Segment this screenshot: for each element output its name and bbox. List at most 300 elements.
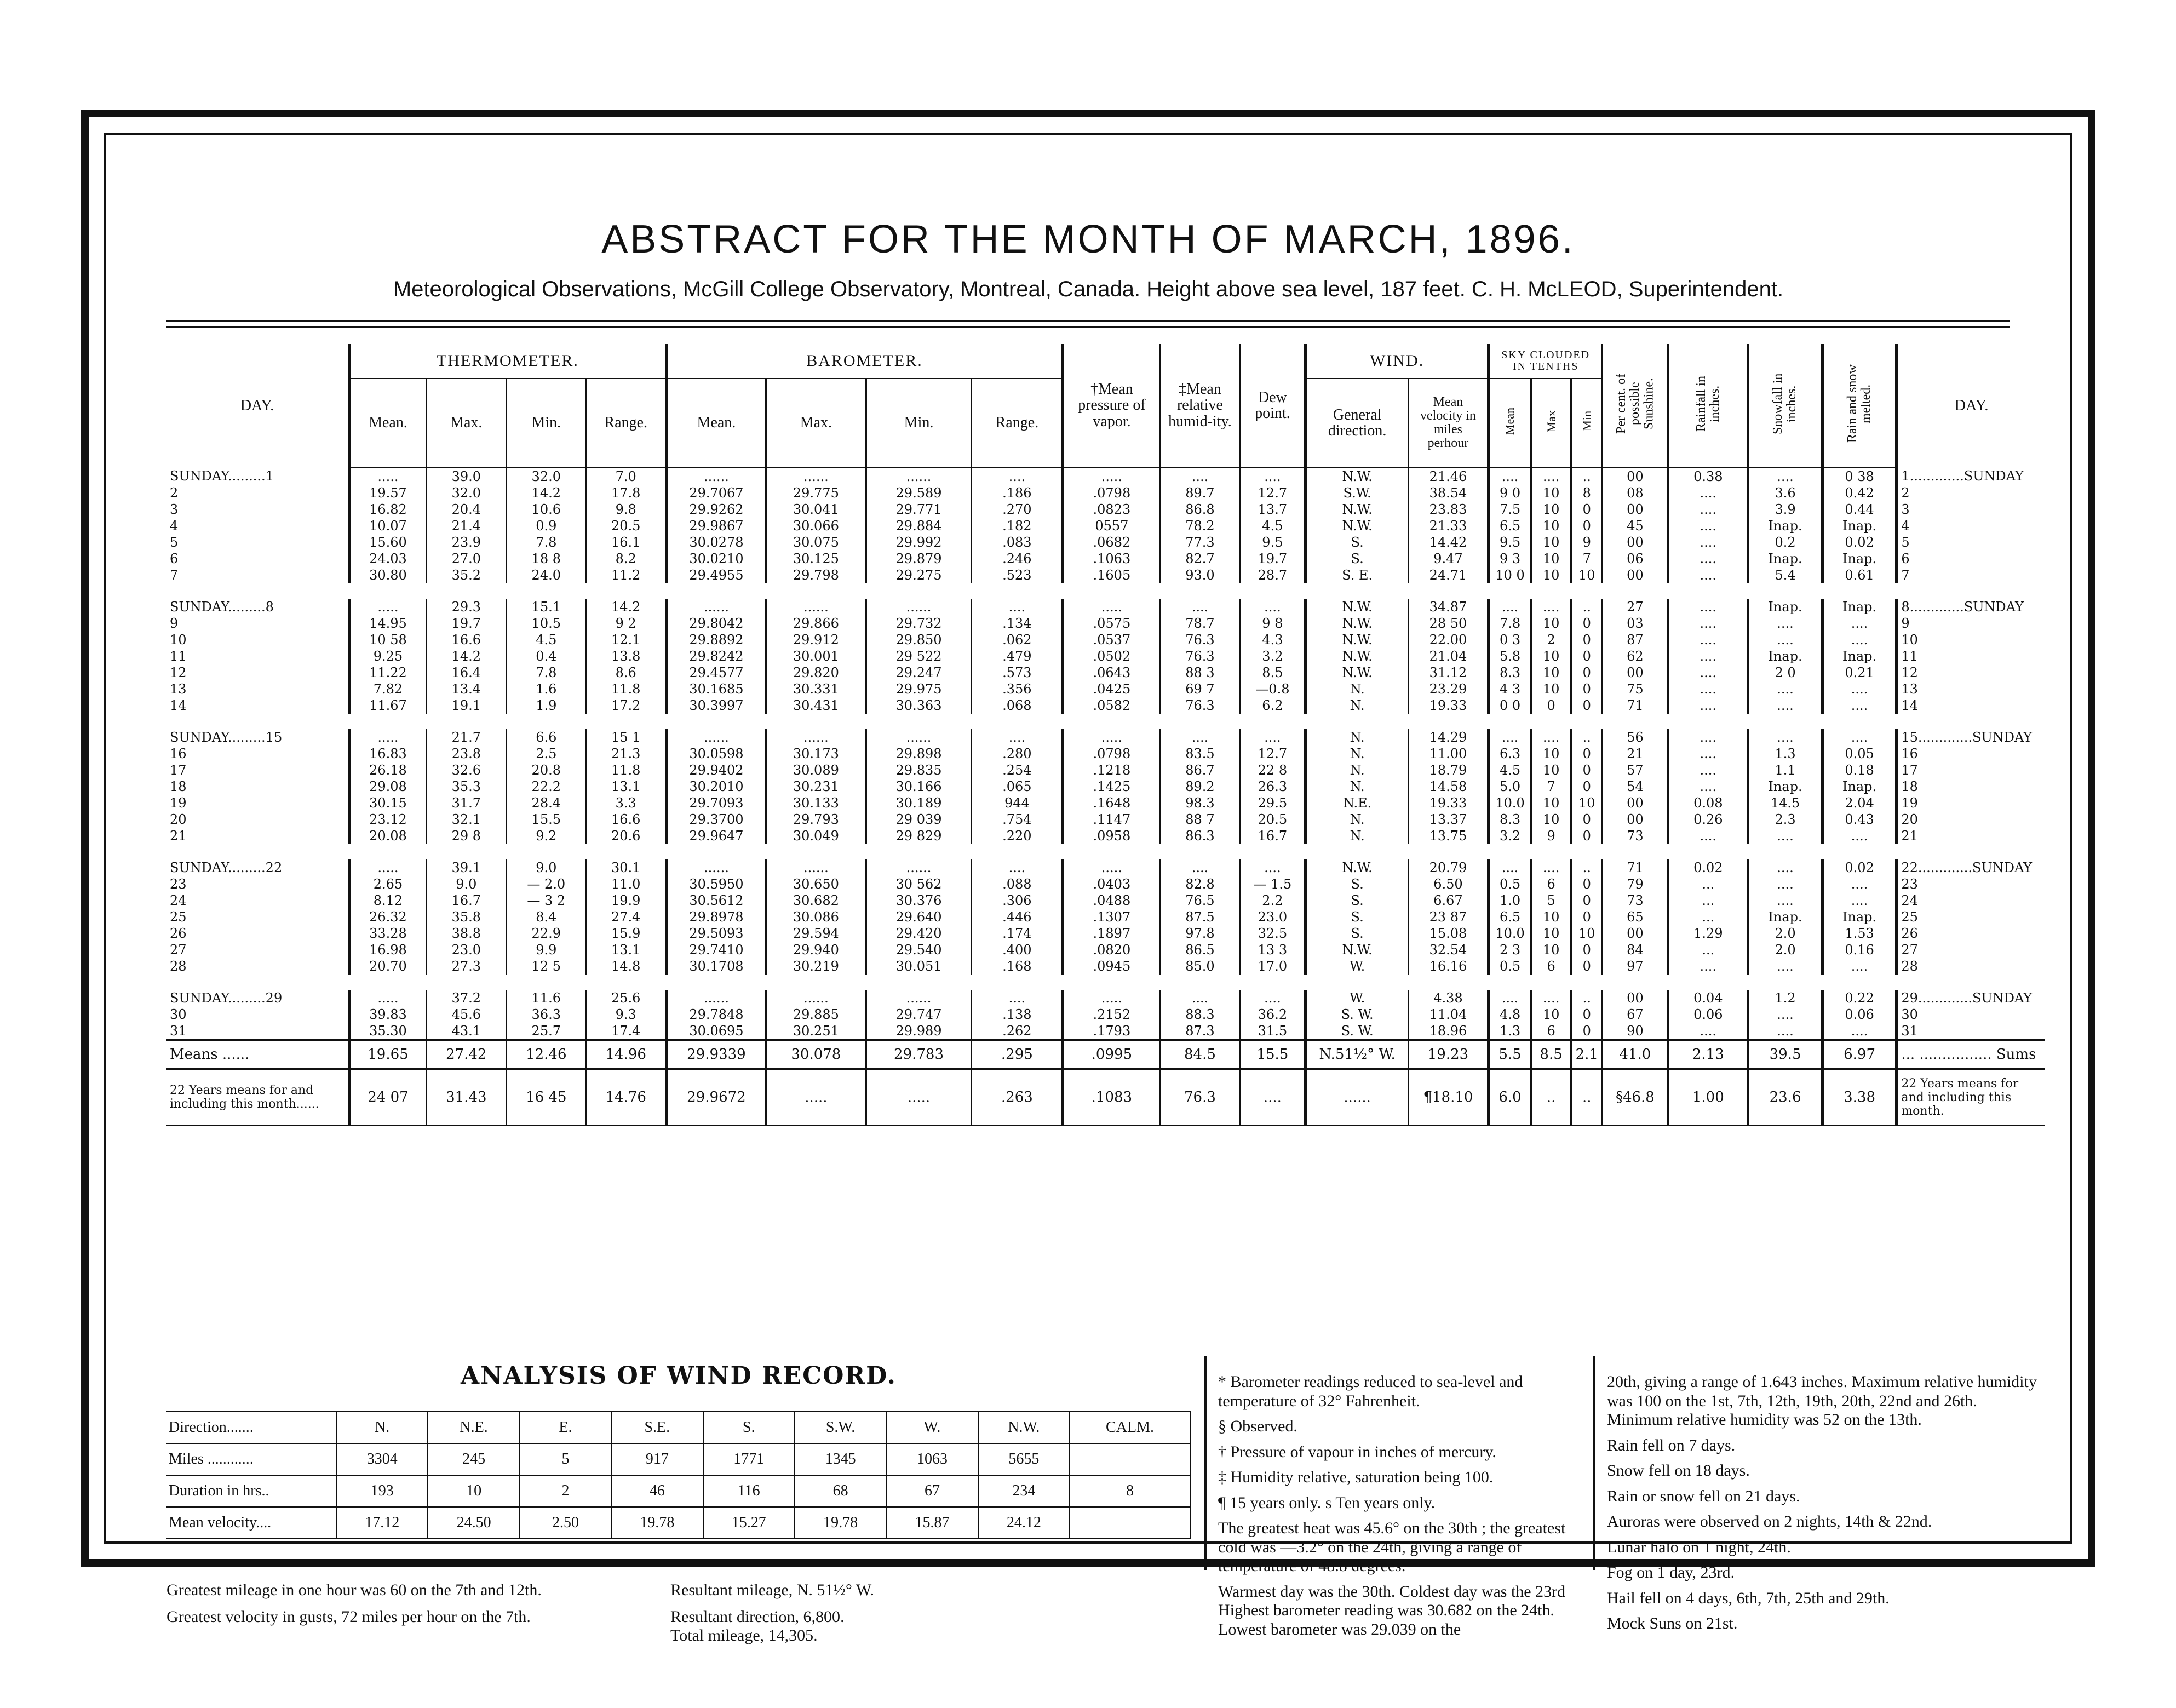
cell-hu: 97.8 — [1160, 925, 1240, 942]
cell-tr: 19.9 — [586, 892, 666, 909]
cell-tm: ..... — [349, 729, 427, 746]
cell-rs: .... — [1822, 632, 1897, 648]
cell-sn: .. — [1571, 468, 1603, 485]
wind-cell: 116 — [703, 1475, 795, 1507]
cell-tm: 35.30 — [349, 1023, 427, 1040]
cell-wv: 22.00 — [1408, 632, 1488, 648]
cell-br: .068 — [972, 697, 1063, 714]
cell-dp: 16.7 — [1240, 828, 1306, 844]
cell-wd: N. — [1306, 681, 1409, 697]
cell-wv: 23 87 — [1408, 909, 1488, 925]
cell-wv: 38.54 — [1408, 485, 1488, 501]
cell-sx: 5 — [1531, 892, 1571, 909]
cell-tr: 16.1 — [586, 534, 666, 551]
cell-sf: .... — [1748, 892, 1823, 909]
cell-sm: 8.3 — [1488, 811, 1531, 828]
cell-sn: 0 — [1571, 632, 1603, 648]
table-row — [166, 599, 2045, 615]
wind-cell — [1070, 1443, 1190, 1475]
note-paragraph: Auroras were observed on 2 nights, 14th & 22nd. — [1607, 1512, 1932, 1531]
cell-bn: 29.898 — [866, 746, 972, 762]
cell-vp: .0820 — [1063, 942, 1160, 958]
cell-dp: .... — [1240, 859, 1306, 876]
cell-sn: 0 — [1571, 1023, 1603, 1040]
cell-su: 67 — [1603, 1006, 1668, 1023]
cell-su: 71 — [1603, 859, 1668, 876]
cell-bn: 30 562 — [866, 876, 972, 892]
cell-su: 79 — [1603, 876, 1668, 892]
cell-ra: 0.06 — [1668, 1006, 1748, 1023]
cell-wv: 13.75 — [1408, 828, 1488, 844]
cell-ra: .... — [1668, 599, 1748, 615]
note-paragraph: 20th, giving a range of 1.643 inches. Maximum relative humidity was 100 on the 1st, 7th, 12th, 19th, 20th, 22nd and 26th. Minimum relative humidity was 52 on the 13th. — [1607, 1373, 2037, 1429]
cell-dp: 19.7 — [1240, 551, 1306, 567]
day-cell-right: 6 — [1897, 551, 2045, 567]
cell-dp: 31.5 — [1240, 1023, 1306, 1040]
cell-tx: 19.1 — [426, 697, 506, 714]
cell-rs: .... — [1822, 892, 1897, 909]
cell-rs: 0.05 — [1822, 746, 1897, 762]
spacer-row — [166, 714, 2045, 729]
cell-bn: 29.992 — [866, 534, 972, 551]
table-row — [166, 468, 2045, 485]
cell-bn: 30.166 — [866, 778, 972, 795]
cell-br: .400 — [972, 942, 1063, 958]
cell-ra: 0.26 — [1668, 811, 1748, 828]
cell-tn: 11.6 — [506, 990, 586, 1006]
wind-header: WIND. — [1306, 344, 1489, 379]
cell-sx: 10 — [1531, 909, 1571, 925]
cell-sn: .. — [1571, 1069, 1603, 1126]
cell-sm: .... — [1488, 599, 1531, 615]
day-cell-right: 1.............SUNDAY — [1897, 468, 2045, 485]
cell-sm: 4 3 — [1488, 681, 1531, 697]
cell-bx: 29.775 — [766, 485, 866, 501]
cell-ra: .... — [1668, 729, 1748, 746]
cell-wv: 34.87 — [1408, 599, 1488, 615]
cell-sn: 2.1 — [1571, 1040, 1603, 1069]
wind-cell: CALM. — [1070, 1412, 1190, 1443]
cell-sm: 4.5 — [1488, 762, 1531, 778]
spacer-row — [166, 844, 2045, 859]
cell-sn: 0 — [1571, 892, 1603, 909]
cell-tn: 8.4 — [506, 909, 586, 925]
cell-tr: 8.2 — [586, 551, 666, 567]
note-paragraph: Rain or snow fell on 21 days. — [1607, 1487, 1800, 1505]
vapor-header: †Mean pressure of vapor. — [1063, 344, 1160, 468]
cell-dp: .... — [1240, 1069, 1306, 1126]
cell-sx: 10 — [1531, 551, 1571, 567]
cell-sn: 0 — [1571, 615, 1603, 632]
cell-sm: .... — [1488, 990, 1531, 1006]
cell-sx: 10 — [1531, 648, 1571, 664]
cell-tx: 27.42 — [426, 1040, 506, 1069]
wind-cell: W. — [886, 1412, 978, 1443]
cell-ra: .... — [1668, 615, 1748, 632]
cell-tm: 30.15 — [349, 795, 427, 811]
cell-wd: S. — [1306, 551, 1409, 567]
cell-sm: 10 0 — [1488, 567, 1531, 583]
cell-rs: .... — [1822, 729, 1897, 746]
cell-bn: ...... — [866, 990, 972, 1006]
cell-bm: ...... — [666, 859, 766, 876]
day-cell: 10 — [170, 632, 187, 647]
cell-hu: 98.3 — [1160, 795, 1240, 811]
cell-sf: 0.2 — [1748, 534, 1823, 551]
cell-sx: 10 — [1531, 1006, 1571, 1023]
cell-wd: N. — [1306, 762, 1409, 778]
cell-wv: 18.79 — [1408, 762, 1488, 778]
cell-sm: 0 3 — [1488, 632, 1531, 648]
cell-dp: —0.8 — [1240, 681, 1306, 697]
cell-wd: N.E. — [1306, 795, 1409, 811]
table-row — [166, 828, 2045, 844]
day-cell: 16 — [170, 746, 187, 761]
cell-bm: 29.9672 — [666, 1069, 766, 1126]
cell-sm: 10.0 — [1488, 925, 1531, 942]
cell-wd: N.W. — [1306, 615, 1409, 632]
cell-bx: 30.331 — [766, 681, 866, 697]
cell-sf: 1.1 — [1748, 762, 1823, 778]
thermometer-header: THERMOMETER. — [349, 344, 667, 379]
cell-ra: ... — [1668, 909, 1748, 925]
cell-sn: 0 — [1571, 909, 1603, 925]
cell-su: 62 — [1603, 648, 1668, 664]
cell-wd: S. W. — [1306, 1006, 1409, 1023]
cell-br: .280 — [972, 746, 1063, 762]
cell-tm: 33.28 — [349, 925, 427, 942]
wind-cell: S.W. — [795, 1412, 886, 1443]
cell-su: 56 — [1603, 729, 1668, 746]
cell-rs: 1.53 — [1822, 925, 1897, 942]
day-cell: 6 — [170, 551, 179, 566]
cell-rs: .... — [1822, 697, 1897, 714]
cell-bm: 30.0695 — [666, 1023, 766, 1040]
cell-br: .270 — [972, 501, 1063, 518]
note-paragraph: Snow fell on 18 days. — [1607, 1461, 1750, 1480]
cell-su: 00 — [1603, 501, 1668, 518]
cell-sf: .... — [1748, 859, 1823, 876]
cell-dp: 22 8 — [1240, 762, 1306, 778]
cell-sn: 0 — [1571, 876, 1603, 892]
cell-vp: .0643 — [1063, 664, 1160, 681]
cell-tx: 45.6 — [426, 1006, 506, 1023]
cell-wd: S. — [1306, 892, 1409, 909]
cell-tm: 11.22 — [349, 664, 427, 681]
cell-sf: 3.6 — [1748, 485, 1823, 501]
cell-wv: 14.29 — [1408, 729, 1488, 746]
cell-bx: 29.594 — [766, 925, 866, 942]
cell-rs: Inap. — [1822, 551, 1897, 567]
page-subtitle: Meteorological Observations, McGill College Observatory, Montreal, Canada. Height above sea level, 187 feet. C. H. McLEOD, Superintendent. — [393, 277, 1784, 301]
cell-hu: 83.5 — [1160, 746, 1240, 762]
cell-wd: N.W. — [1306, 518, 1409, 534]
cell-bm: 29.5093 — [666, 925, 766, 942]
wind-cell: S. — [703, 1412, 795, 1443]
cell-sn: 0 — [1571, 811, 1603, 828]
cell-dp: .... — [1240, 468, 1306, 485]
baro-range-header: Range. — [972, 379, 1063, 468]
cell-rs: 0.42 — [1822, 485, 1897, 501]
cell-bn: ...... — [866, 468, 972, 485]
day-cell-right: 21 — [1897, 828, 2045, 844]
cell-bm: ...... — [666, 599, 766, 615]
cell-tx: 13.4 — [426, 681, 506, 697]
wind-cell: 5 — [520, 1443, 611, 1475]
day-cell-right: 25 — [1897, 909, 2045, 925]
cell-tx: 35.3 — [426, 778, 506, 795]
day-cell: SUNDAY.........29 — [170, 990, 283, 1006]
cell-sm: 0 0 — [1488, 697, 1531, 714]
cell-dp: 12.7 — [1240, 746, 1306, 762]
cell-sn: 0 — [1571, 501, 1603, 518]
cell-wd: N. — [1306, 811, 1409, 828]
wind-cell: 917 — [611, 1443, 703, 1475]
cell-dp: 17.0 — [1240, 958, 1306, 975]
day-cell-right: 2 — [1897, 485, 2045, 501]
cell-bn: 29.975 — [866, 681, 972, 697]
cell-sf: .... — [1748, 1023, 1823, 1040]
cell-sx: 10 — [1531, 615, 1571, 632]
cell-rs: Inap. — [1822, 599, 1897, 615]
cell-dp: 12.7 — [1240, 485, 1306, 501]
cell-wv: 13.37 — [1408, 811, 1488, 828]
cell-br: .134 — [972, 615, 1063, 632]
note-paragraph: ¶ 15 years only. s Ten years only. — [1218, 1493, 1436, 1512]
cell-br: .754 — [972, 811, 1063, 828]
table-row — [166, 501, 2045, 518]
cell-br: .168 — [972, 958, 1063, 975]
cell-su: 84 — [1603, 942, 1668, 958]
cell-dp: 32.5 — [1240, 925, 1306, 942]
cell-tm: 39.83 — [349, 1006, 427, 1023]
wind-row — [166, 1412, 1190, 1443]
cell-tm: ..... — [349, 859, 427, 876]
cell-hu: 77.3 — [1160, 534, 1240, 551]
day-cell: 18 — [170, 779, 187, 794]
table-row — [166, 697, 2045, 714]
wind-notes-left — [166, 1581, 638, 1626]
cell-bm: 29.3700 — [666, 811, 766, 828]
cell-bx: 29.912 — [766, 632, 866, 648]
cell-sn: 0 — [1571, 1006, 1603, 1023]
wind-cell — [1070, 1507, 1190, 1539]
day-cell: 3 — [170, 502, 179, 517]
cell-rs: 0.16 — [1822, 942, 1897, 958]
wind-cell: 234 — [978, 1475, 1070, 1507]
cell-sm: 9.5 — [1488, 534, 1531, 551]
wind-cell: 19.78 — [611, 1507, 703, 1539]
day-cell-right: 23 — [1897, 876, 2045, 892]
day-cell: 17 — [170, 763, 187, 778]
cell-dp: 3.2 — [1240, 648, 1306, 664]
cell-tr: 9.8 — [586, 501, 666, 518]
cell-sx: 6 — [1531, 876, 1571, 892]
cell-sn: 0 — [1571, 958, 1603, 975]
cell-wv: 15.08 — [1408, 925, 1488, 942]
cell-tx: 23.0 — [426, 942, 506, 958]
cell-sx: .... — [1531, 729, 1571, 746]
cell-sm: 9 0 — [1488, 485, 1531, 501]
cell-rs: 0.02 — [1822, 859, 1897, 876]
cell-bx: ...... — [766, 859, 866, 876]
cell-wv: 19.33 — [1408, 795, 1488, 811]
cell-wv: 20.79 — [1408, 859, 1488, 876]
cell-su: 21 — [1603, 746, 1668, 762]
cell-bm: 30.0210 — [666, 551, 766, 567]
cell-sn: .. — [1571, 599, 1603, 615]
cell-ra: .... — [1668, 697, 1748, 714]
cell-bn: 29.850 — [866, 632, 972, 648]
cell-tm: ..... — [349, 990, 427, 1006]
cell-su: 00 — [1603, 925, 1668, 942]
observations-table — [166, 344, 2045, 1126]
cell-sx: 10 — [1531, 925, 1571, 942]
cell-wv: 19.33 — [1408, 697, 1488, 714]
cell-bm: 29.7410 — [666, 942, 766, 958]
cell-bn: 29.884 — [866, 518, 972, 534]
footnotes-right — [1607, 1373, 2045, 1640]
cell-su: 00 — [1603, 795, 1668, 811]
cell-sm: 6.5 — [1488, 909, 1531, 925]
cell-ra: .... — [1668, 648, 1748, 664]
cell-dp: 26.3 — [1240, 778, 1306, 795]
divider — [166, 320, 2010, 322]
cell-sn: 7 — [1571, 551, 1603, 567]
cell-sn: 0 — [1571, 681, 1603, 697]
cell-bm: 29.9339 — [666, 1040, 766, 1069]
cell-ra: .... — [1668, 632, 1748, 648]
cell-tx: 35.2 — [426, 567, 506, 583]
cell-rs: .... — [1822, 681, 1897, 697]
cell-vp: 0557 — [1063, 518, 1160, 534]
cell-bx: 30.089 — [766, 762, 866, 778]
cell-tn: 14.2 — [506, 485, 586, 501]
cell-bm: 29.9262 — [666, 501, 766, 518]
cell-bn: 29 039 — [866, 811, 972, 828]
cell-ra: 0.08 — [1668, 795, 1748, 811]
cell-bx: 30.251 — [766, 1023, 866, 1040]
wind-cell: 1063 — [886, 1443, 978, 1475]
wind-note: Greatest velocity in gusts, 72 miles per hour on the 7th. — [166, 1607, 531, 1626]
cell-tx: 21.4 — [426, 518, 506, 534]
cell-tr: 14.8 — [586, 958, 666, 975]
cell-bm: 29.8242 — [666, 648, 766, 664]
cell-bm: 30.2010 — [666, 778, 766, 795]
cell-vp: .1897 — [1063, 925, 1160, 942]
cell-tm: 8.12 — [349, 892, 427, 909]
cell-tn: 32.0 — [506, 468, 586, 485]
cell-sf: .... — [1748, 468, 1823, 485]
cell-sx: 10 — [1531, 746, 1571, 762]
cell-sf: 2.3 — [1748, 811, 1823, 828]
cell-br: .182 — [972, 518, 1063, 534]
cell-hu: 88 7 — [1160, 811, 1240, 828]
cell-tr: 13.8 — [586, 648, 666, 664]
cell-ra: 0.04 — [1668, 990, 1748, 1006]
cell-tr: 11.8 — [586, 681, 666, 697]
cell-wd: N.W. — [1306, 632, 1409, 648]
cell-tm: 19.65 — [349, 1040, 427, 1069]
cell-hu: 86.8 — [1160, 501, 1240, 518]
cell-bm: 29.4955 — [666, 567, 766, 583]
cell-rs: .... — [1822, 876, 1897, 892]
day-cell-right: 7 — [1897, 567, 2045, 583]
cell-hu: 89.7 — [1160, 485, 1240, 501]
cell-sn: 0 — [1571, 762, 1603, 778]
cell-dp: 13 3 — [1240, 942, 1306, 958]
page-title: ABSTRACT FOR THE MONTH OF MARCH, 1896. — [601, 217, 1575, 261]
cell-rs: Inap. — [1822, 909, 1897, 925]
cell-sn: .. — [1571, 990, 1603, 1006]
observations-body — [166, 468, 2045, 1126]
thermo-max-header: Max. — [426, 379, 506, 468]
day-cell: 28 — [170, 959, 187, 974]
cell-sm: 6.0 — [1488, 1069, 1531, 1126]
cell-tr: 11.8 — [586, 762, 666, 778]
cell-tr: 20.5 — [586, 518, 666, 534]
cell-tx: 21.7 — [426, 729, 506, 746]
wind-cell: 1771 — [703, 1443, 795, 1475]
day-cell-right: 26 — [1897, 925, 2045, 942]
cell-su: 45 — [1603, 518, 1668, 534]
day-header-right: DAY. — [1897, 344, 2045, 468]
cell-tx: 32.1 — [426, 811, 506, 828]
cell-sf: 2 0 — [1748, 664, 1823, 681]
cell-sx: 8.5 — [1531, 1040, 1571, 1069]
cell-tn: 10.5 — [506, 615, 586, 632]
cell-br: .... — [972, 468, 1063, 485]
cell-bn: 29.640 — [866, 909, 972, 925]
cell-tm: 23.12 — [349, 811, 427, 828]
wind-cell: 68 — [795, 1475, 886, 1507]
cell-tm: 20.70 — [349, 958, 427, 975]
cell-bn: 29.420 — [866, 925, 972, 942]
cell-ra: .... — [1668, 485, 1748, 501]
cell-dp: 36.2 — [1240, 1006, 1306, 1023]
wind-cell: 2.50 — [520, 1507, 611, 1539]
cell-sf: .... — [1748, 615, 1823, 632]
cell-vp: .1605 — [1063, 567, 1160, 583]
cell-ra: .... — [1668, 746, 1748, 762]
cell-sn: 0 — [1571, 648, 1603, 664]
cell-bn: 29.540 — [866, 942, 972, 958]
cell-su: 00 — [1603, 534, 1668, 551]
cell-bm: 30.0278 — [666, 534, 766, 551]
cell-wv: 16.16 — [1408, 958, 1488, 975]
cell-dp: — 1.5 — [1240, 876, 1306, 892]
cell-sm: 8.3 — [1488, 664, 1531, 681]
cell-hu: .... — [1160, 729, 1240, 746]
cell-tx: 16.7 — [426, 892, 506, 909]
table-row — [166, 876, 2045, 892]
cell-tm: ..... — [349, 468, 427, 485]
cell-tn: 28.4 — [506, 795, 586, 811]
cell-bm: 30.0598 — [666, 746, 766, 762]
cell-sf: Inap. — [1748, 648, 1823, 664]
cell-wd: W. — [1306, 990, 1409, 1006]
baro-mean-header: Mean. — [666, 379, 766, 468]
cell-sx: .. — [1531, 1069, 1571, 1126]
cell-dp: 20.5 — [1240, 811, 1306, 828]
cell-bx: 29.798 — [766, 567, 866, 583]
cell-bx: 30.431 — [766, 697, 866, 714]
cell-ra: .... — [1668, 1023, 1748, 1040]
cell-sf: Inap. — [1748, 909, 1823, 925]
wind-cell: N.E. — [428, 1412, 519, 1443]
day-cell-right: 17 — [1897, 762, 2045, 778]
cell-su: 71 — [1603, 697, 1668, 714]
